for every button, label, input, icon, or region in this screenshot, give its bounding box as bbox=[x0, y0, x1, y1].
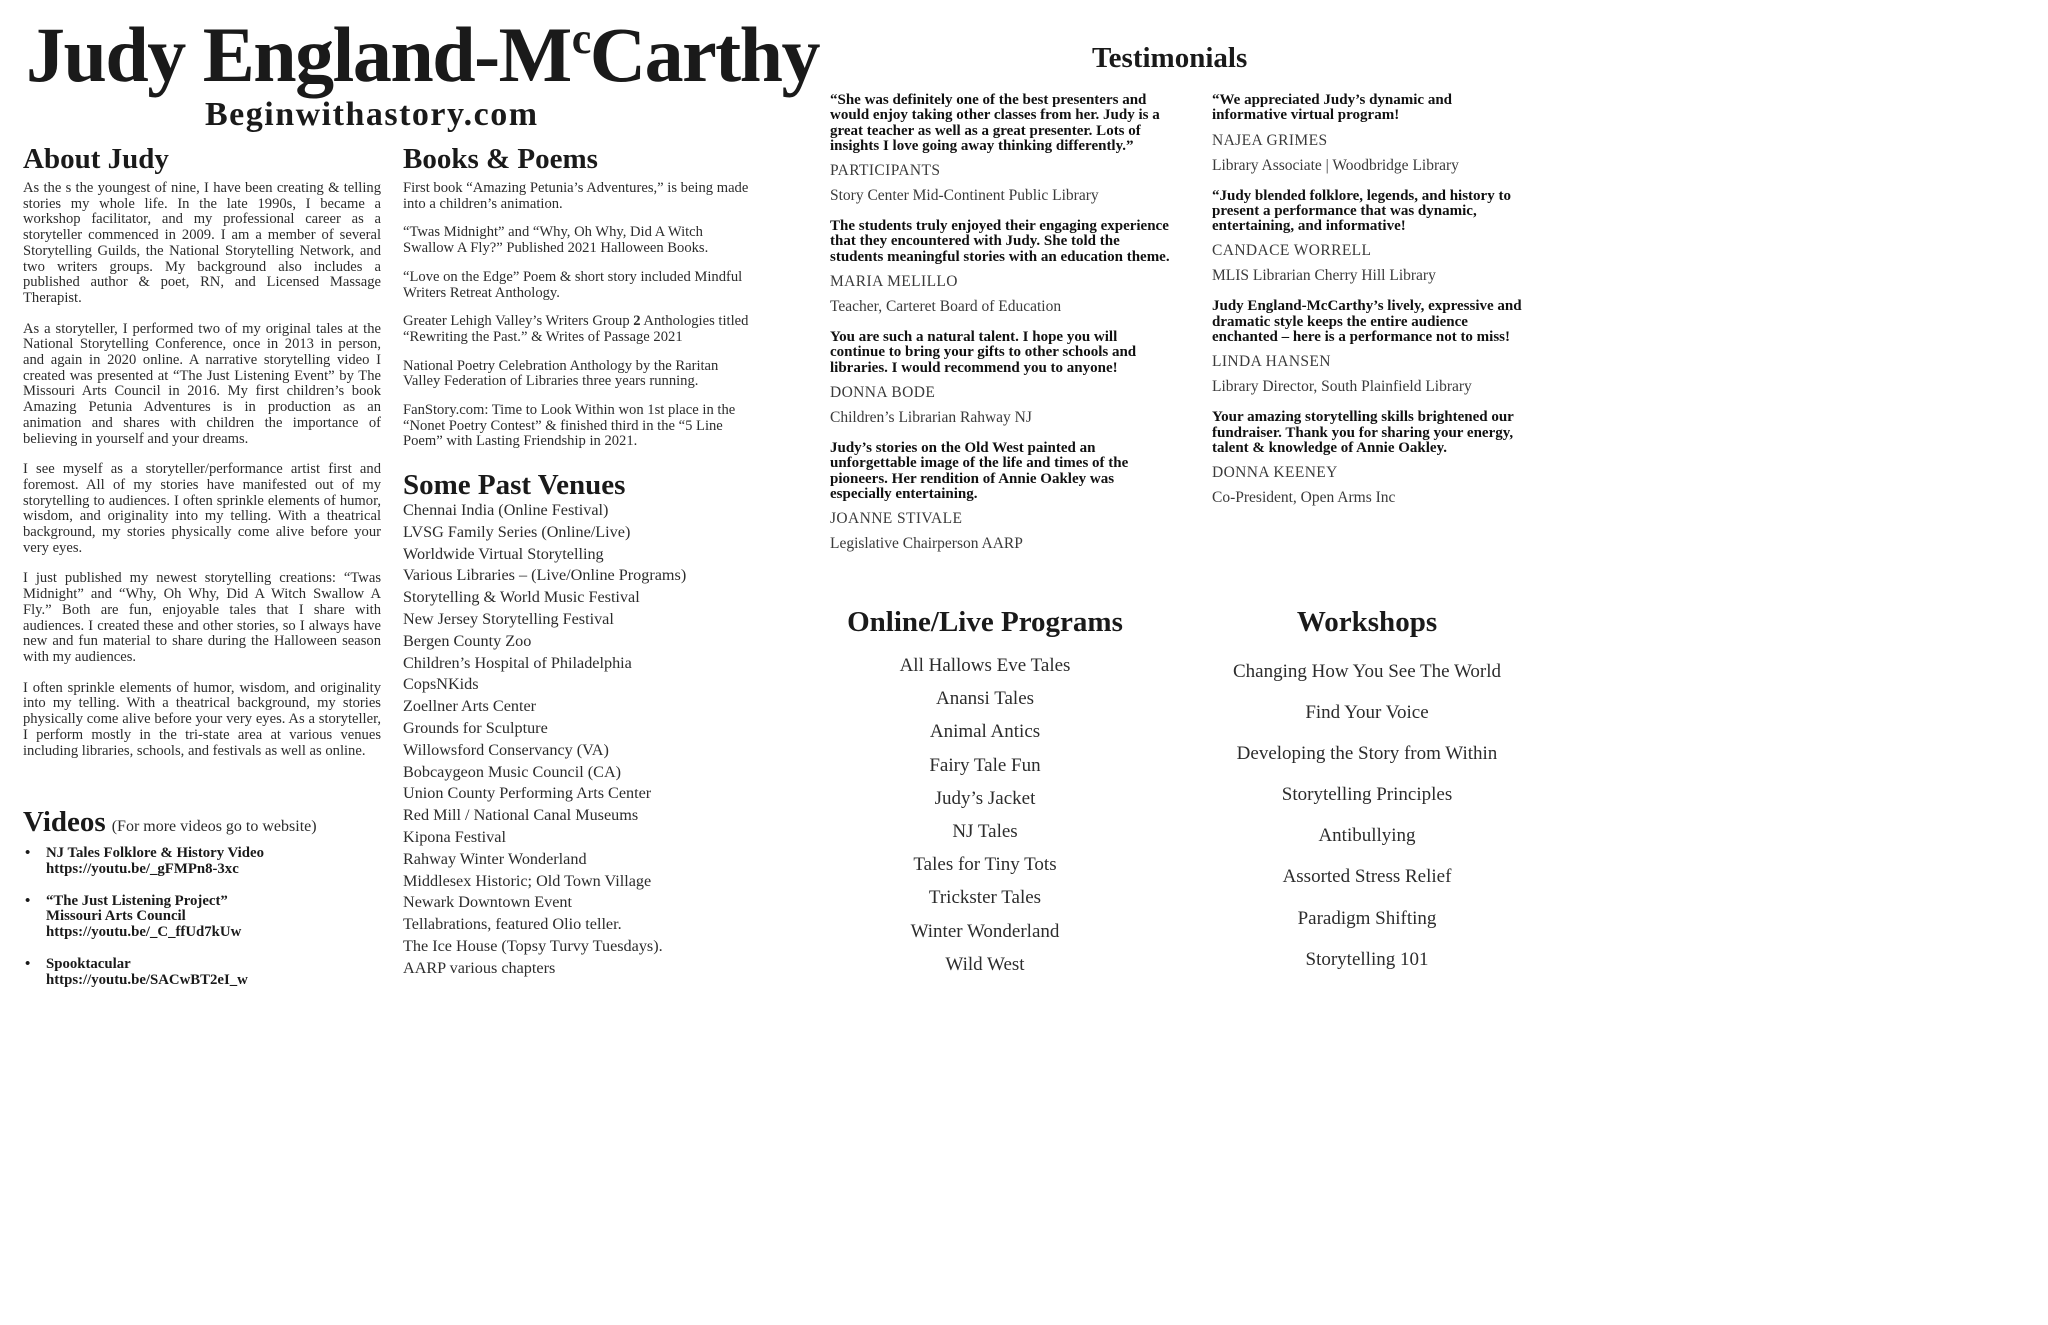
about-paragraph: As the s the youngest of nine, I have been creating & telling stories my whole life. In the late 1990s, I became a workshop facilitator, and my professional career as a storyteller commenced in 2009. I am a member of several Storytelling Guilds, the National Storytelling Network, and two writers groups. My background also includes a published author & poet, RN, and Licensed Massage Therapist. bbox=[23, 180, 381, 306]
testimonial-author: NAJEA GRIMES bbox=[1212, 131, 1328, 149]
venue-item: Union County Performing Arts Center bbox=[403, 784, 652, 803]
video-link[interactable]: https://youtu.be/SACwBT2eI_w bbox=[46, 971, 248, 988]
book-item: “Love on the Edge” Poem & short story included Mindful Writers Retreat Anthology. bbox=[403, 268, 743, 301]
program-item: Trickster Tales bbox=[928, 887, 1042, 909]
venue-item: Bobcaygeon Music Council (CA) bbox=[403, 762, 622, 781]
venue-item: Kipona Festival bbox=[403, 827, 506, 846]
program-item: Fairy Tale Fun bbox=[929, 754, 1041, 776]
testimonial bbox=[1212, 299, 1530, 396]
testimonial bbox=[1212, 189, 1530, 286]
book-item: Greater Lehigh Valley’s Writers Group 2 Anthologies titled “Rewriting the Past.” & Writes of Passage 2021 bbox=[403, 313, 749, 345]
workshops-list bbox=[1200, 651, 1534, 980]
about-paragraph: I just published my newest storytelling creations: “Twas Midnight” and “Why, Oh Why, Did A Witch Swallow A Fly.” Both are fun, enjoyable tales that I share with audiences. I created these and other stories, so I always have new and fun material to share during the Halloween season with my audiences. bbox=[23, 570, 381, 665]
video-item bbox=[22, 957, 382, 989]
testimonial-author: LINDA HANSEN bbox=[1212, 353, 1331, 371]
venue-item: LVSG Family Series (Online/Live) bbox=[403, 522, 631, 541]
workshop-item: Storytelling 101 bbox=[1305, 948, 1429, 970]
videos-header bbox=[23, 806, 317, 839]
video-subtitle: Missouri Arts Council bbox=[46, 908, 186, 925]
workshops-section bbox=[1200, 608, 1534, 980]
testimonial-author: CANDACE WORRELL bbox=[1212, 242, 1372, 260]
testimonials-column-left bbox=[830, 93, 1175, 567]
bullet-icon: • bbox=[25, 955, 31, 972]
venue-item: Zoellner Arts Center bbox=[403, 697, 537, 716]
title-name-main: Judy England-M bbox=[26, 11, 571, 98]
venue-item: Red Mill / National Canal Museums bbox=[403, 806, 639, 825]
workshop-item: Antibullying bbox=[1318, 825, 1416, 847]
testimonial-role: Story Center Mid-Continent Public Library bbox=[830, 187, 1099, 205]
venues-heading: Some Past Venues bbox=[403, 469, 626, 501]
venue-item: Grounds for Sculpture bbox=[403, 718, 548, 737]
testimonial-quote: Judy’s stories on the Old West painted an unforgettable image of the life and times of the pioneers. Her rendition of Annie Oakley was especially entertaining. bbox=[830, 439, 1129, 502]
about-paragraph: I often sprinkle elements of humor, wisdom, and originality into my telling. With a theatrical background, my stories physically come alive before your very eyes. As a storyteller, I perform mostly in the tri-state area at various venues including libraries, schools, and festivals as well as online. bbox=[23, 679, 381, 759]
testimonial-quote: “Judy blended folklore, legends, and history to present a performance that was dynamic, entertaining, and informative! bbox=[1212, 187, 1511, 235]
venue-item: Newark Downtown Event bbox=[403, 893, 573, 912]
workshop-item: Developing the Story from Within bbox=[1236, 743, 1498, 765]
venue-item: Storytelling & World Music Festival bbox=[403, 588, 640, 607]
venue-item: Bergen County Zoo bbox=[403, 631, 532, 650]
testimonial bbox=[830, 441, 1175, 553]
testimonial-role: Children’s Librarian Rahway NJ bbox=[830, 408, 1032, 426]
testimonial-author: DONNA KEENEY bbox=[1212, 464, 1338, 482]
workshops-heading: Workshops bbox=[1296, 606, 1438, 638]
testimonial-quote: “She was definitely one of the best presenters and would enjoy taking other classes from her. Judy is a great teacher as well as a great presenter. Lots of insights I love going away thinking differently.” bbox=[830, 92, 1160, 154]
venue-item: Various Libraries – (Live/Online Programs) bbox=[403, 566, 687, 585]
testimonials-heading: Testimonials bbox=[1092, 42, 1248, 74]
testimonial bbox=[1212, 93, 1530, 175]
video-link[interactable]: https://youtu.be/_gFMPn8-3xc bbox=[46, 860, 239, 877]
testimonial-role: Library Director, South Plainfield Library bbox=[1212, 378, 1472, 396]
venue-item: CopsNKids bbox=[403, 675, 479, 694]
testimonial bbox=[830, 93, 1175, 205]
program-item: Animal Antics bbox=[929, 721, 1041, 743]
video-item bbox=[22, 894, 382, 941]
program-item: Judy’s Jacket bbox=[934, 787, 1036, 809]
testimonials-column-right bbox=[1212, 93, 1530, 521]
program-item: All Hallows Eve Tales bbox=[899, 655, 1071, 676]
testimonial-quote: Judy England-McCarthy’s lively, expressive and dramatic style keeps the entire audience enchanted – here is a performance not to miss! bbox=[1212, 298, 1522, 346]
testimonial-author: MARIA MELILLO bbox=[830, 273, 958, 291]
testimonial-role: Library Associate | Woodbridge Library bbox=[1212, 156, 1459, 174]
website-url: Beginwithastory.com bbox=[205, 96, 539, 133]
programs-list bbox=[826, 649, 1144, 981]
program-item: Tales for Tiny Tots bbox=[913, 854, 1057, 876]
venue-item: Willowsford Conservancy (VA) bbox=[403, 740, 609, 759]
title-name-end: Carthy bbox=[589, 11, 820, 98]
workshop-item: Changing How You See The World bbox=[1233, 661, 1501, 682]
testimonial-role: Teacher, Carteret Board of Education bbox=[830, 298, 1062, 316]
video-title: Spooktacular bbox=[46, 955, 131, 972]
bullet-icon: • bbox=[25, 892, 31, 909]
books-heading: Books & Poems bbox=[403, 143, 598, 175]
venue-item: Worldwide Virtual Storytelling bbox=[403, 544, 604, 563]
book-item: National Poetry Celebration Anthology by the Raritan Valley Federation of Libraries three years running. bbox=[403, 357, 719, 390]
testimonial bbox=[830, 330, 1175, 427]
testimonial-quote: The students truly enjoyed their engaging experience that they encountered with Judy. She told the students meaningful stories with an education theme. bbox=[830, 218, 1170, 265]
testimonial-author: DONNA BODE bbox=[830, 383, 936, 401]
workshop-item: Assorted Stress Relief bbox=[1282, 866, 1452, 888]
venue-item: Children’s Hospital of Philadelphia bbox=[403, 653, 632, 672]
books-list bbox=[403, 181, 753, 463]
testimonial bbox=[830, 219, 1175, 316]
workshop-item: Find Your Voice bbox=[1305, 702, 1429, 724]
venue-item: The Ice House (Topsy Turvy Tuesdays). bbox=[403, 936, 663, 955]
programs-section bbox=[826, 608, 1144, 981]
venue-item: New Jersey Storytelling Festival bbox=[403, 609, 614, 628]
about-text bbox=[23, 181, 381, 774]
title-name-superscript: c bbox=[571, 14, 590, 63]
workshop-item: Paradigm Shifting bbox=[1297, 907, 1437, 929]
venue-item: Chennai India (Online Festival) bbox=[403, 501, 609, 519]
testimonial bbox=[1212, 410, 1530, 507]
program-item: Wild West bbox=[945, 953, 1025, 975]
testimonial-role: Legislative Chairperson AARP bbox=[830, 535, 1023, 553]
video-title: “The Just Listening Project” bbox=[46, 892, 228, 909]
about-paragraph: As a storyteller, I performed two of my original tales at the National Storytelling Conference, once in 2013 in person, and again in 2020 online. A narrative storytelling video I created was presented at “The Just Listening Event” by The Missouri Arts Council in 2016. My first children’s book Amazing Petunia Adventures is in production as an animation and shares with children the importance of believing in yourself and your dreams. bbox=[23, 320, 381, 447]
video-link[interactable]: https://youtu.be/_C_ffUd7kUw bbox=[46, 924, 242, 941]
videos-heading: Videos bbox=[23, 806, 106, 838]
program-item: Winter Wonderland bbox=[910, 920, 1060, 942]
testimonial-role: MLIS Librarian Cherry Hill Library bbox=[1212, 267, 1436, 285]
videos-list bbox=[22, 846, 382, 1002]
testimonial-author: JOANNE STIVALE bbox=[830, 510, 963, 528]
program-item: Anansi Tales bbox=[935, 688, 1035, 710]
venue-item: Rahway Winter Wonderland bbox=[403, 849, 587, 868]
testimonial-role: Co-President, Open Arms Inc bbox=[1212, 489, 1396, 507]
program-item: NJ Tales bbox=[952, 821, 1018, 843]
about-heading: About Judy bbox=[23, 143, 169, 175]
book-item: First book “Amazing Petunia’s Adventures,” is being made into a children’s animation. bbox=[403, 180, 749, 212]
about-paragraph: I see myself as a storyteller/performance artist first and foremost. All of my stories have manifested out of my storytelling to audiences. I often sprinkle elements of humor, wisdom, and originality into my telling. With a theatrical background, my stories physically come alive before your very eyes. bbox=[23, 461, 381, 556]
video-title: NJ Tales Folklore & History Video bbox=[46, 845, 264, 861]
book-item: “Twas Midnight” and “Why, Oh Why, Did A Witch Swallow A Fly?” Published 2021 Halloween Books. bbox=[403, 224, 709, 257]
venue-item: AARP various chapters bbox=[403, 958, 556, 977]
video-item bbox=[22, 846, 382, 878]
videos-note: (For more videos go to website) bbox=[111, 818, 317, 835]
venue-item: Middlesex Historic; Old Town Village bbox=[403, 871, 652, 890]
testimonial-author: PARTICIPANTS bbox=[830, 162, 941, 180]
page-title bbox=[26, 11, 820, 98]
book-item: FanStory.com: Time to Look Within won 1st place in the “Nonet Poetry Contest” & finished third in the “5 Line Poem” with Lasting Friendship in 2021. bbox=[403, 402, 736, 450]
bullet-icon: • bbox=[25, 845, 31, 861]
testimonial-quote: “We appreciated Judy’s dynamic and informative virtual program! bbox=[1212, 92, 1453, 124]
venues-list bbox=[403, 500, 763, 980]
testimonial-quote: You are such a natural talent. I hope you will continue to bring your gifts to other schools and libraries. I would recommend you to anyone! bbox=[830, 329, 1137, 376]
venue-item: Tellabrations, featured Olio teller. bbox=[403, 915, 622, 934]
testimonial-quote: Your amazing storytelling skills brightened our fundraiser. Thank you for sharing your energy, talent & knowledge of Annie Oakley. bbox=[1212, 409, 1514, 456]
programs-heading: Online/Live Programs bbox=[847, 606, 1123, 638]
workshop-item: Storytelling Principles bbox=[1281, 784, 1453, 806]
